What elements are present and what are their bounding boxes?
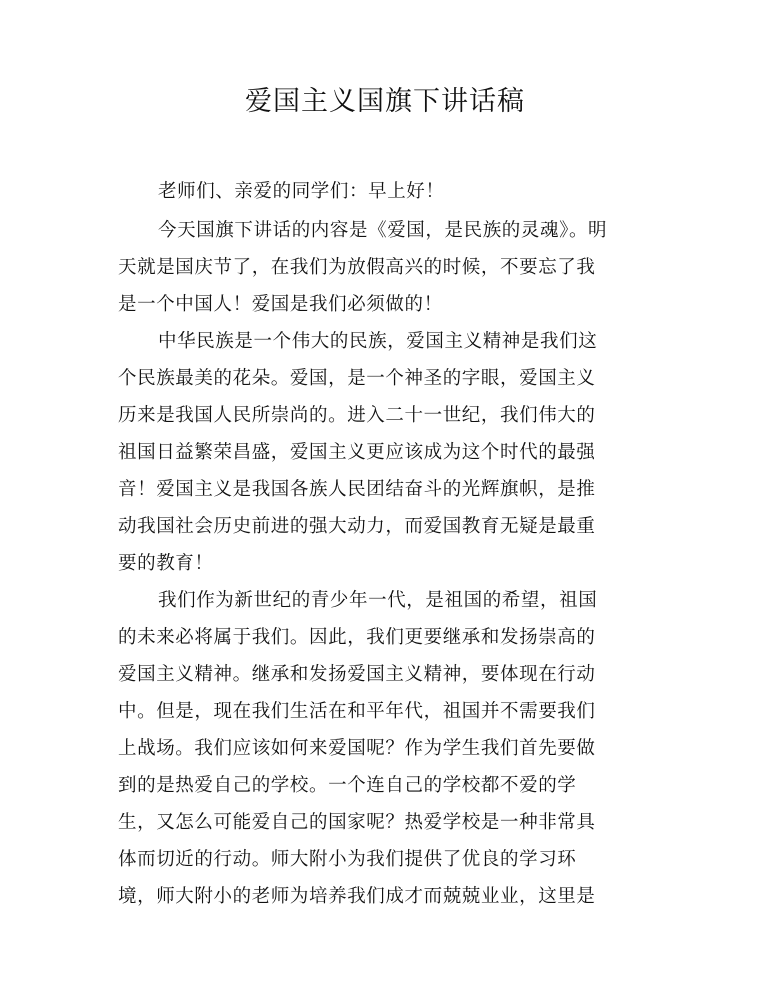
- paragraph-1-line-3: 是一个中国人！爱国是我们必须做的！: [118, 294, 443, 315]
- paragraph-3-line-7: 生，又怎么可能爱自己的国家呢？热爱学校是一种非常具: [118, 812, 596, 833]
- paragraph-3-line-5: 上战场。我们应该如何来爱国呢？作为学生我们首先要做: [118, 738, 596, 759]
- paragraph-3-line-3: 爱国主义精神。继承和发扬爱国主义精神，要体现在行动: [118, 664, 596, 685]
- paragraph-3-line-9: 境，师大附小的老师为培养我们成才而兢兢业业，这里是: [118, 886, 596, 907]
- paragraph-2-line-3: 历来是我国人民所崇尚的。进入二十一世纪，我们伟大的: [118, 405, 596, 426]
- paragraph-2-line-1: 中华民族是一个伟大的民族，爱国主义精神是我们这: [158, 331, 598, 352]
- paragraph-3-line-4: 中。但是，现在我们生活在和平年代，祖国并不需要我们: [118, 701, 596, 722]
- paragraph-2-line-2: 个民族最美的花朵。爱国，是一个神圣的字眼，爱国主义: [118, 368, 596, 389]
- document-title: 爱国主义国旗下讲话稿: [245, 86, 525, 117]
- paragraph-2-line-5: 音！爱国主义是我国各族人民团结奋斗的光辉旗帜，是推: [118, 479, 596, 500]
- paragraph-3-line-1: 我们作为新世纪的青少年一代，是祖国的希望，祖国: [158, 590, 598, 611]
- paragraph-3-line-8: 体而切近的行动。师大附小为我们提供了优良的学习环: [118, 849, 577, 870]
- paragraph-2-line-4: 祖国日益繁荣昌盛，爱国主义更应该成为这个时代的最强: [118, 442, 596, 463]
- paragraph-3-line-2: 的未来必将属于我们。因此，我们更要继承和发扬崇高的: [118, 627, 596, 648]
- paragraph-2-line-7: 要的教育！: [118, 553, 214, 574]
- greeting-line: 老师们、亲爱的同学们：早上好！: [158, 181, 445, 202]
- paragraph-3-line-6: 到的是热爱自己的学校。一个连自己的学校都不爱的学: [118, 775, 577, 796]
- paragraph-2-line-6: 动我国社会历史前进的强大动力，而爱国教育无疑是最重: [118, 516, 596, 537]
- paragraph-1-line-2: 天就是国庆节了，在我们为放假高兴的时候，不要忘了我: [118, 257, 596, 278]
- paragraph-1-line-1: 今天国旗下讲话的内容是《爱国，是民族的灵魂》。明: [158, 220, 608, 241]
